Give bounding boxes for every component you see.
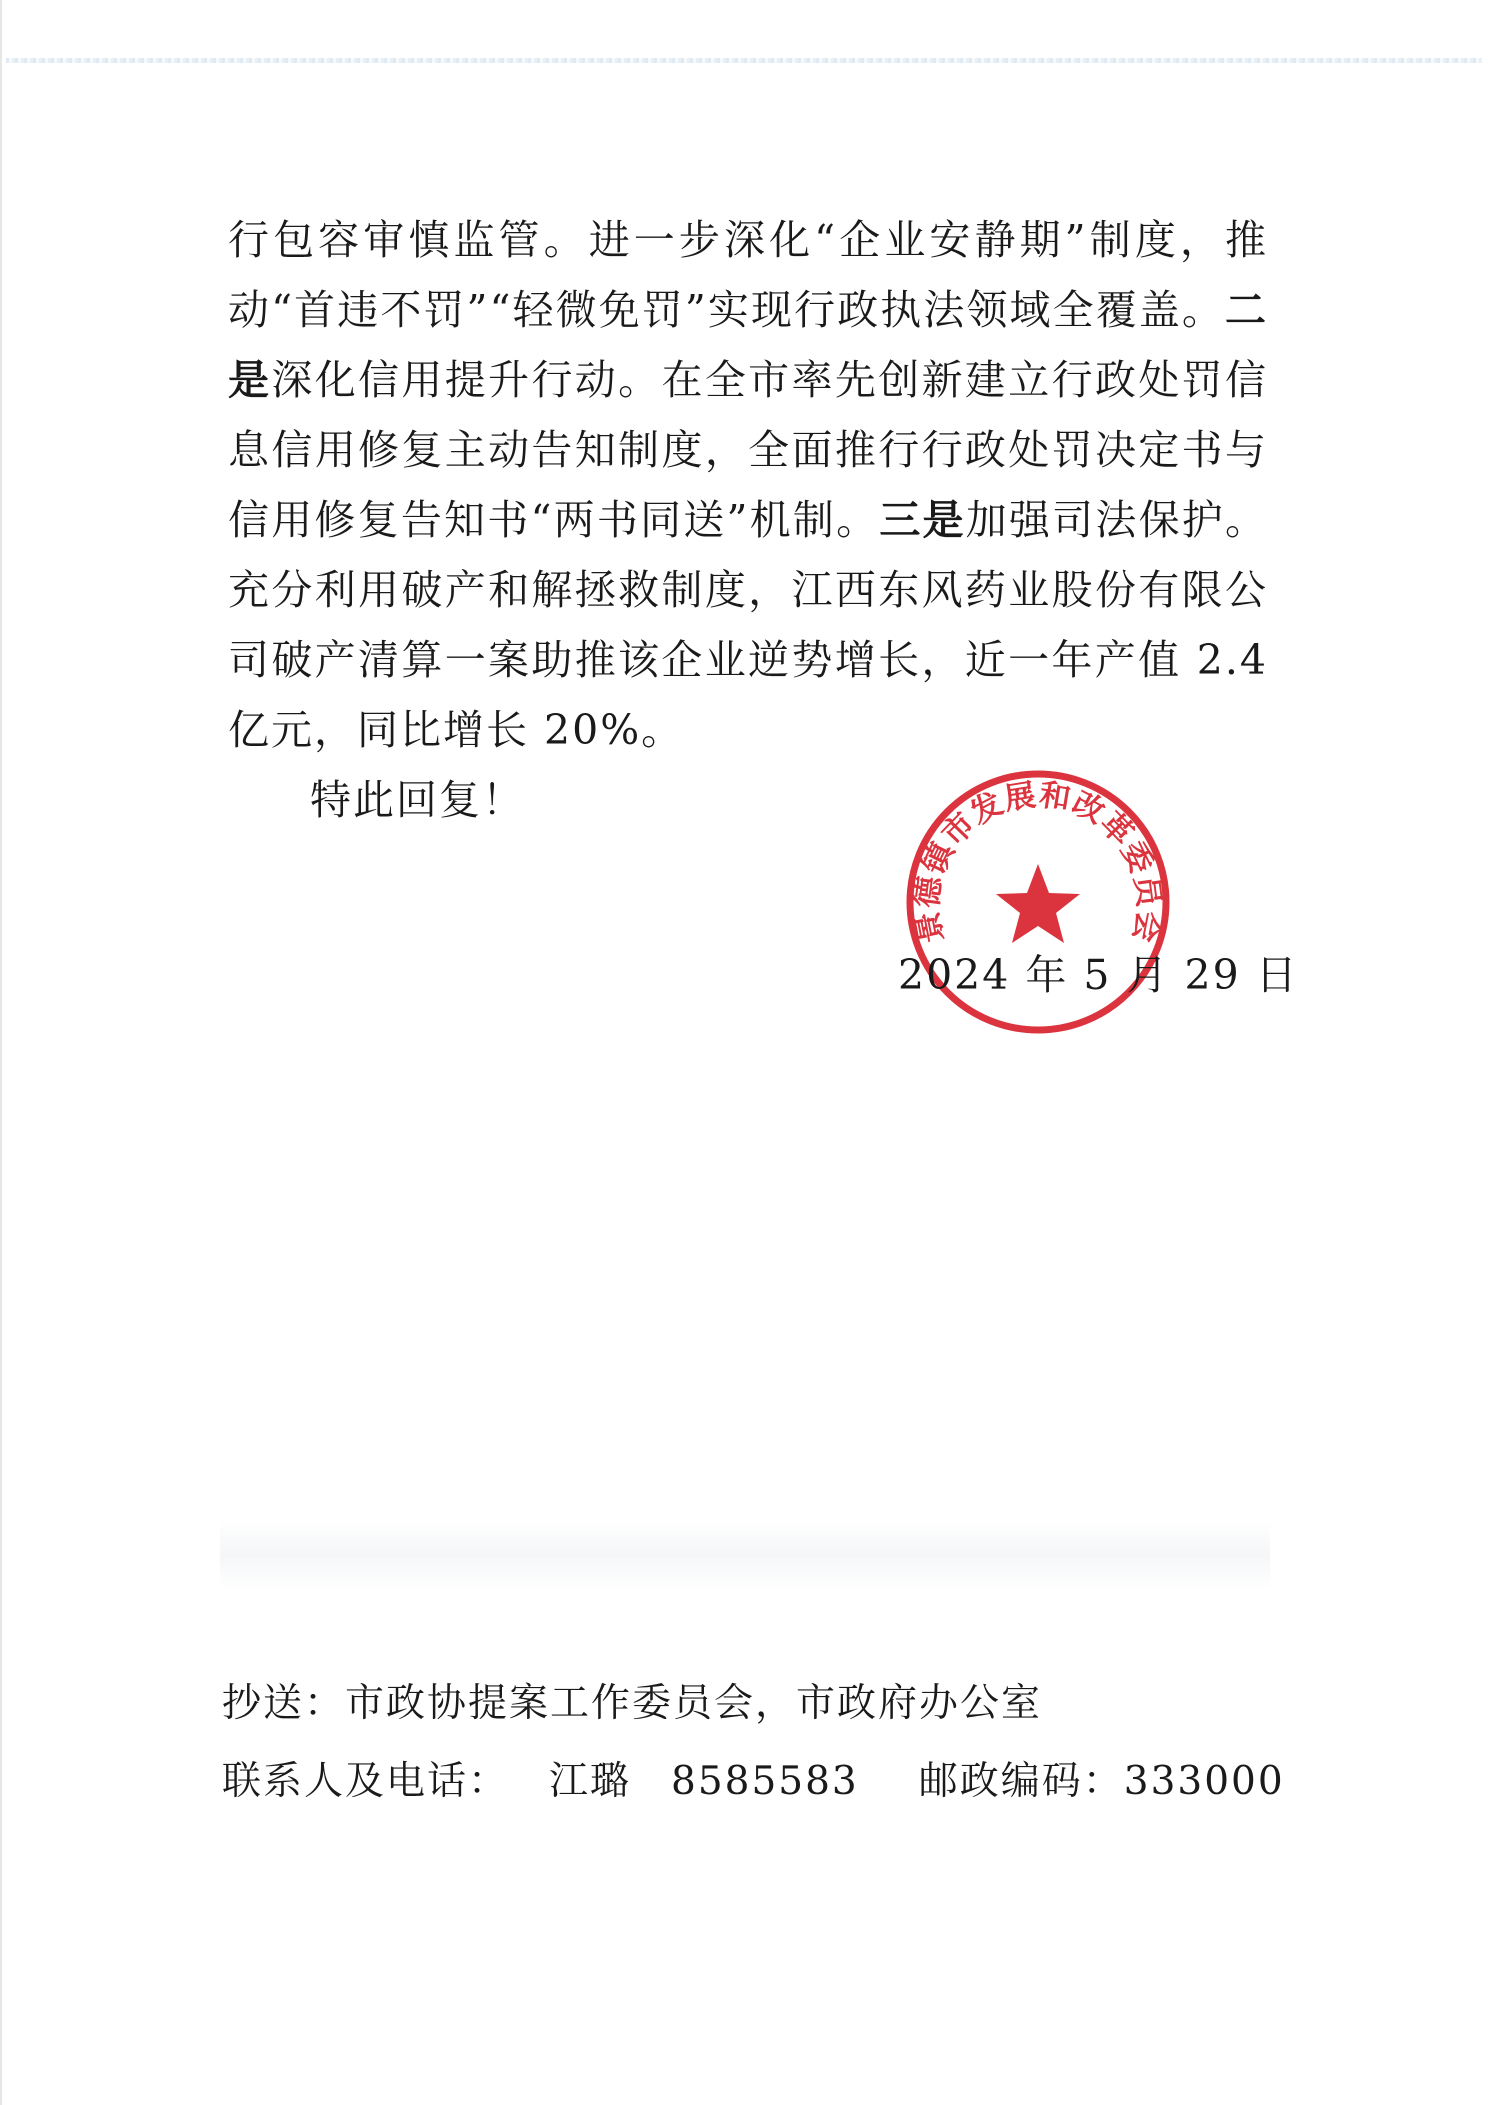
cc-line xyxy=(222,1674,1322,1734)
star-icon xyxy=(996,864,1080,943)
body-text-segment: 行包容审慎监管。进一步深化“企业安静期”制度，推动“首违不罚”“轻微免罚”实现行政执法领域全覆盖。 xyxy=(228,216,1268,334)
closing-line: 特此回复！ xyxy=(310,776,525,824)
body-text-segment: 加强司法保护。充分利用破产和解拯救制度，江西东风药业股份有限公司破产清算一案助推该企业逆势增长，近一年产值 2.4 亿元，同比增长 20%。 xyxy=(228,496,1269,754)
scan-artifact-line xyxy=(6,58,1482,63)
document-body xyxy=(228,205,1268,835)
page-edge xyxy=(0,0,2,2105)
document-date: 2024 年 5 月 29 日 xyxy=(898,951,1299,999)
contact-label: 联系人及电话： xyxy=(222,1759,510,1804)
bold-marker: 二是 xyxy=(228,286,1268,404)
contact-phone: 8585583 xyxy=(671,1759,859,1804)
body-text-segment: 深化信用提升行动。在全市率先创新建立行政处罚信息信用修复主动告知制度，全面推行行政处罚决定书与信用修复告知书“两书同送”机制。 xyxy=(228,356,1269,544)
contact-line xyxy=(222,1752,1322,1812)
cc-value: 市政协提案工作委员会，市政府办公室 xyxy=(345,1681,1043,1726)
seal-text: 景德镇市发展和改革委员会 xyxy=(909,776,1167,947)
faded-bleed-through xyxy=(220,1520,1270,1590)
bold-marker: 三是 xyxy=(879,496,966,544)
postcode-label: 邮政编码： xyxy=(918,1759,1124,1804)
contact-name: 江璐 xyxy=(549,1759,632,1804)
body-paragraph xyxy=(228,205,1268,765)
postcode-value: 333000 xyxy=(1123,1759,1285,1804)
cc-label: 抄送： xyxy=(222,1681,346,1726)
